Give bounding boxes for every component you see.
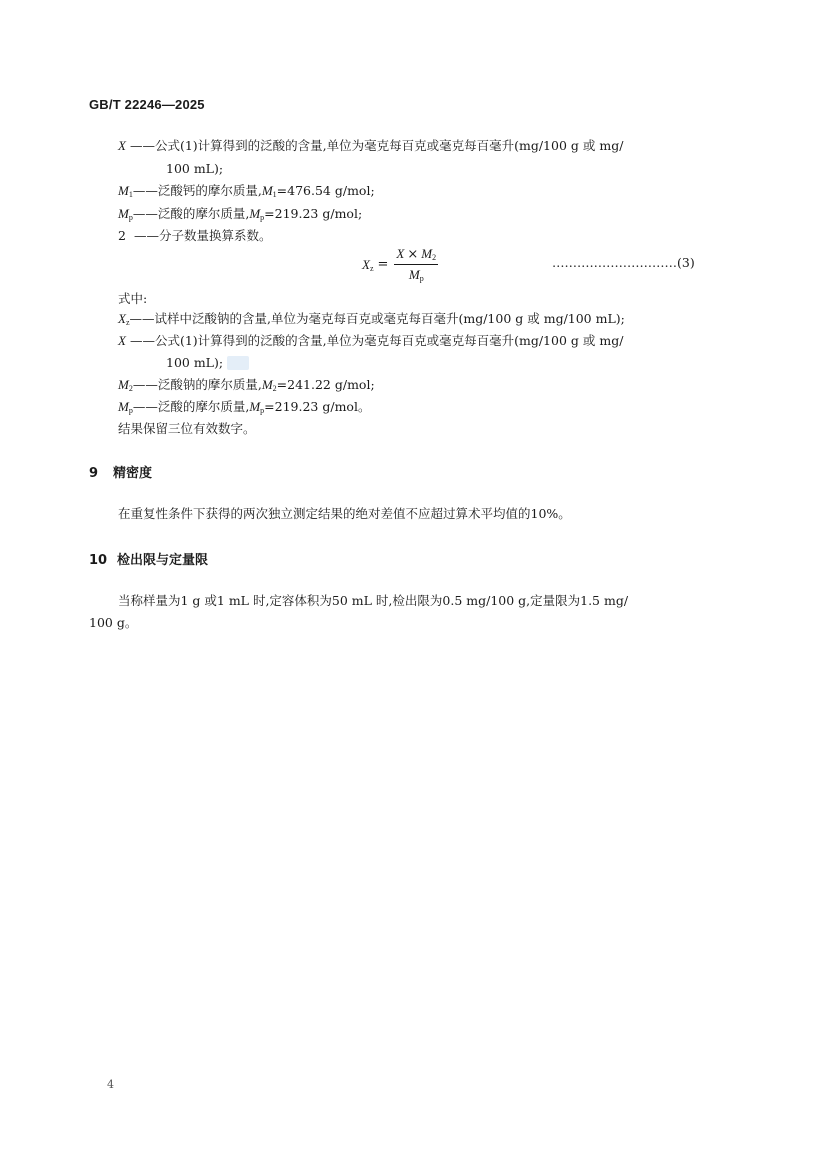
definition-x2-line1: X ——公式(1)计算得到的泛酸的含量,单位为毫克每百克或毫克每百毫升(mg/100 g 或 mg/ [118, 333, 624, 348]
symbol-x: X [118, 138, 126, 153]
result-note: 结果保留三位有效数字。 [118, 421, 256, 436]
formula-fraction: $\frac{X \times M_2}{M_p}$ [396, 246, 437, 283]
section-10-body-line1: 当称样量为1 g 或1 mL 时,定容体积为50 mL 时,检出限为0.5 mg/100 g,定量限为1.5 mg/ [118, 593, 629, 608]
page-number: 4 [107, 1078, 114, 1091]
definition-x-cont: 100 mL); [166, 161, 224, 176]
standard-number-header: GB/T 22246—2025 [89, 97, 205, 112]
section-10-heading: 10 检出限与定量限 [89, 553, 209, 568]
definition-m2: $M_2——$泛酸钠的摩尔质量$,M_2=241.22$ g/mol; [118, 377, 375, 393]
formula-3: $X_z$ = $\frac{X \times M_2}{M_p}$ [362, 246, 437, 283]
definition-x-line1 [118, 137, 728, 155]
definition-text: ——公式(1)计算得到的泛酸的含量,单位为毫克每百克或毫克每百毫升(mg/100 g 或 mg/ [129, 138, 624, 153]
definition-m1: $M_1——$泛酸钙的摩尔质量$,M_1=476.54$ g/mol; [118, 183, 375, 199]
definition-mp: $M_p——$泛酸的摩尔质量$,M_p=219.23$ g/mol; [118, 206, 363, 222]
watermark-stamp [227, 356, 249, 370]
section-9-heading: 9 精密度 [89, 466, 153, 481]
definition-2: 2 ——分子数量换算系数。 [118, 228, 272, 243]
section-10-body-line2: 100 g。 [89, 615, 138, 630]
section-9-body: 在重复性条件下获得的两次独立测定结果的绝对差值不应超过算术平均值的10%。 [118, 506, 571, 521]
definition-mp2: $M_p——$泛酸的摩尔质量$,M_p=219.23$ g/mol。 [118, 399, 371, 415]
equation-number: …………………………(3) [552, 255, 695, 270]
where-label: 式中: [118, 291, 148, 306]
definition-x2-cont: 100 mL); [166, 355, 224, 370]
definition-xz: $X_z——$试样中泛酸钠的含量,单位为毫克每百克或毫克每百毫升(mg/100 g 或 mg/100 mL); [118, 311, 625, 327]
